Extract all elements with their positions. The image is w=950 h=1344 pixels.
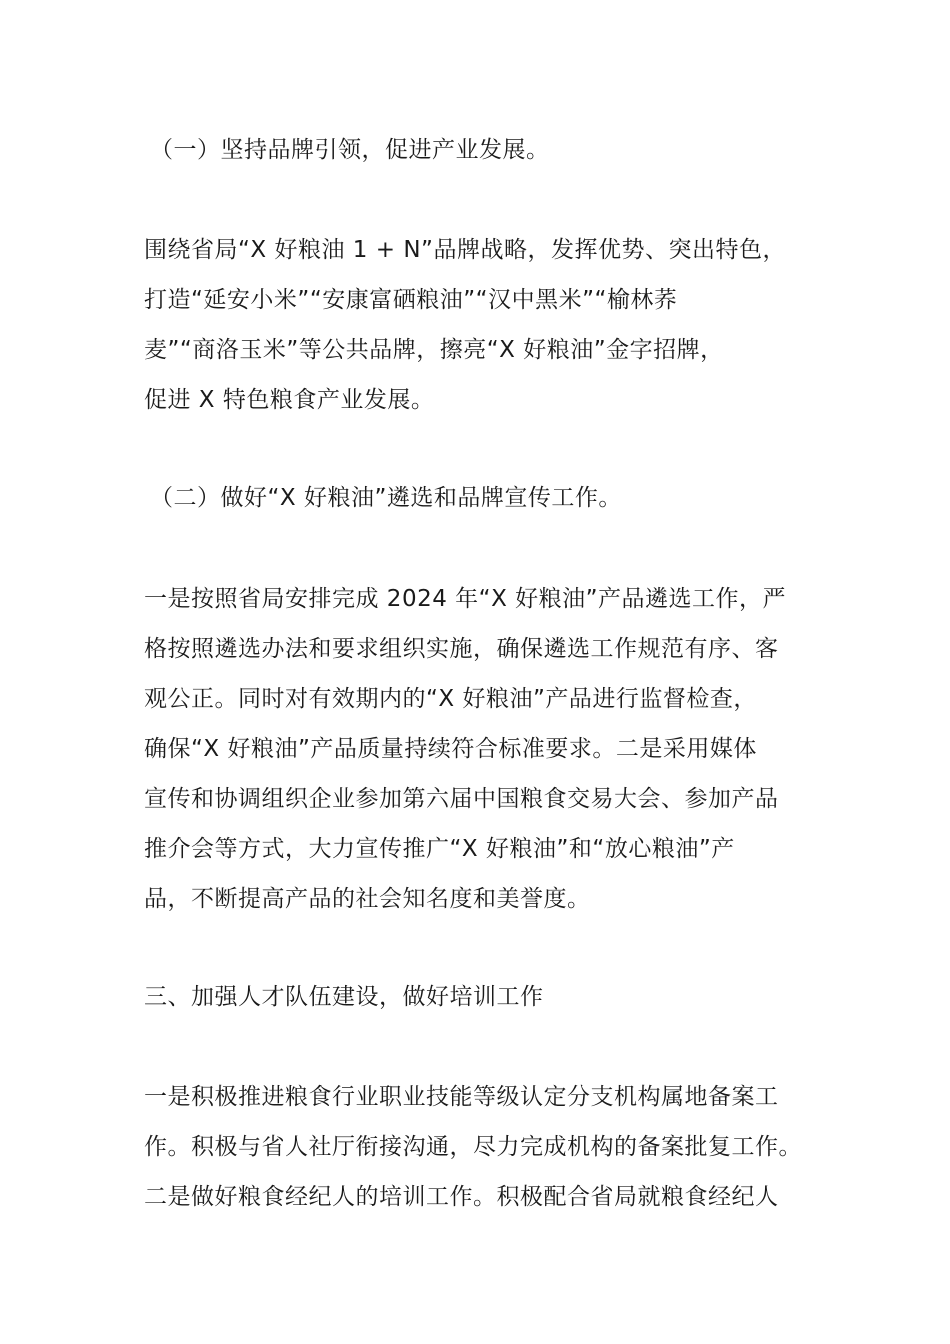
paragraph-line: 打造“延安小米”“安康富硒粮油”“汉中黑米”“榆林荞: [144, 287, 678, 313]
paragraph-line: 格按照遴选办法和要求组织实施，确保遴选工作规范有序、客: [144, 636, 779, 662]
section-heading-1: [150, 125, 830, 175]
paragraph-line: 推介会等方式，大力宣传推广“X 好粮油”和“放心粮油”产: [144, 836, 735, 862]
paragraph-line: 麦”“商洛玉米”等公共品牌，擦亮“X 好粮油”金字招牌，: [144, 337, 724, 363]
paragraph-line: 围绕省局“X 好粮油 1 + N”品牌战略，发挥优势、突出特色，: [144, 237, 786, 263]
paragraph-line: 一是按照省局安排完成 2024 年“X 好粮油”产品遴选工作，严: [144, 586, 787, 612]
paragraph-line: 二是做好粮食经纪人的培训工作。积极配合省局就粮食经纪人: [144, 1184, 779, 1210]
paragraph-selection-promotion: [144, 574, 824, 924]
heading-line: （二）做好“X 好粮油”遴选和品牌宣传工作。: [150, 485, 622, 511]
section-heading-2: [150, 473, 830, 523]
heading-line: 三、加强人才队伍建设，做好培训工作: [144, 984, 544, 1010]
section-heading-3: [144, 972, 824, 1022]
paragraph-brand-strategy: [144, 225, 824, 425]
paragraph-talent-training: [144, 1072, 824, 1222]
heading-line: （一）坚持品牌引领，促进产业发展。: [150, 137, 550, 163]
paragraph-line: 确保“X 好粮油”产品质量持续符合标准要求。二是采用媒体: [144, 736, 757, 762]
paragraph-line: 促进 X 特色粮食产业发展。: [144, 387, 435, 413]
paragraph-line: 观公正。同时对有效期内的“X 好粮油”产品进行监督检查，: [144, 686, 757, 712]
paragraph-line: 一是积极推进粮食行业职业技能等级认定分支机构属地备案工: [144, 1084, 779, 1110]
paragraph-line: 作。积极与省人社厅衔接沟通，尽力完成机构的备案批复工作。: [144, 1134, 802, 1160]
paragraph-line: 宣传和协调组织企业参加第六届中国粮食交易大会、参加产品: [144, 786, 779, 812]
paragraph-line: 品，不断提高产品的社会知名度和美誉度。: [144, 886, 591, 912]
